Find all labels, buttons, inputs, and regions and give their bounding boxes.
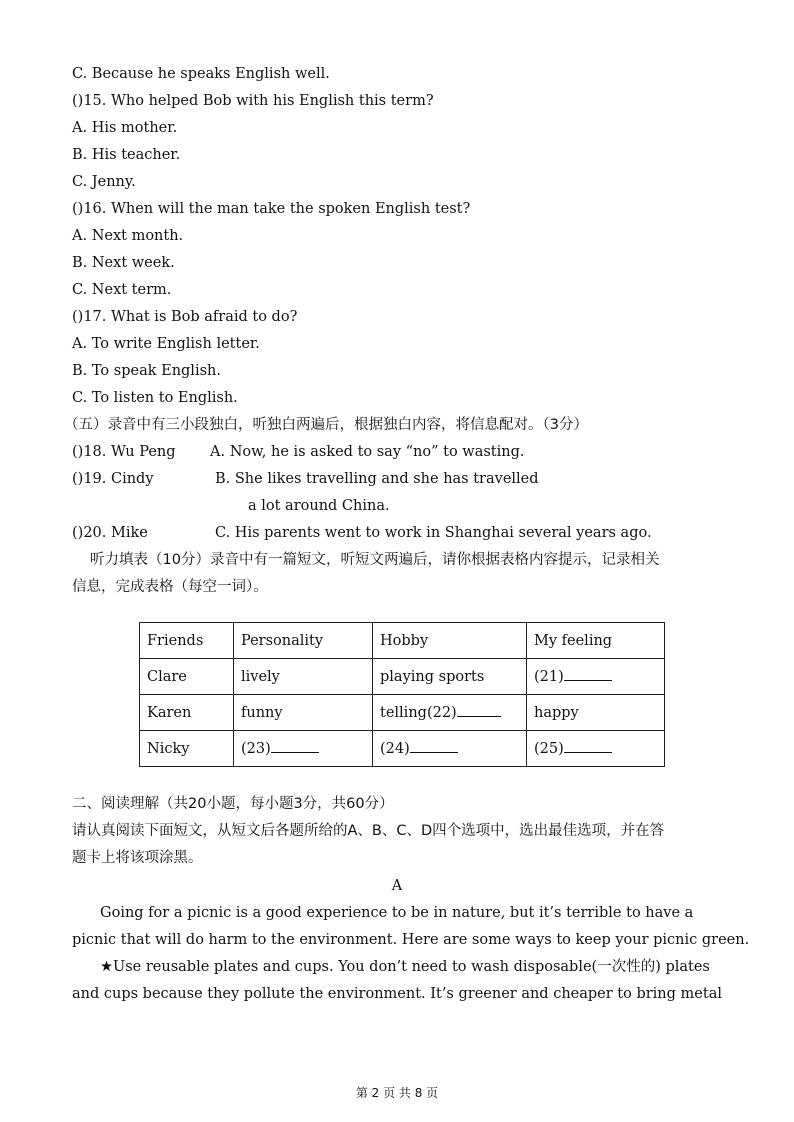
passage-paragraph-1-cont: picnic that will do harm to the environment. Here are some ways to keep your picnic green.: [72, 932, 750, 948]
passage-tip-1: ★Use reusable plates and cups. You don’t need to wash disposable(一次性的) plates: [100, 959, 710, 975]
answer-blank[interactable]: [410, 740, 458, 753]
answer-blank[interactable]: [271, 740, 319, 753]
table-cell-blank-23[interactable]: [234, 731, 373, 767]
section-2-heading: 二、阅读理解（共20小题，每小题3分，共60分）: [72, 796, 394, 812]
table-instructions: 听力填表（10分）录音中有一篇短文，听短文两遍后，请你根据表格内容提示，记录相关: [90, 552, 660, 568]
table-cell: lively: [234, 659, 373, 695]
match-option-a: A. Now, he is asked to say “no” to wasting.: [210, 444, 525, 460]
blank-label: (21): [534, 669, 564, 685]
question-16: ()16. When will the man take the spoken English test?: [72, 201, 471, 217]
option-a-q15: A. His mother.: [72, 120, 178, 136]
table-cell: playing sports: [373, 659, 527, 695]
table-cell-blank-25[interactable]: [527, 731, 665, 767]
blank-label: (23): [241, 741, 271, 757]
table-cell: funny: [234, 695, 373, 731]
table-cell: happy: [527, 695, 665, 731]
table-cell: Nicky: [140, 731, 234, 767]
blank-label: (25): [534, 741, 564, 757]
blank-label: (24): [380, 741, 410, 757]
option-c-q15: C. Jenny.: [72, 174, 136, 190]
blank-label: telling(22): [380, 705, 457, 721]
answer-blank[interactable]: [457, 704, 501, 717]
table-instructions-cont: 信息，完成表格（每空一词）。: [72, 579, 268, 595]
table-header-cell: Personality: [234, 623, 373, 659]
option-a-q16: A. Next month.: [72, 228, 184, 244]
table-cell: Karen: [140, 695, 234, 731]
option-c-q14: C. Because he speaks English well.: [72, 66, 330, 82]
question-20: ()20. Mike: [72, 525, 148, 541]
option-b-q15: B. His teacher.: [72, 147, 181, 163]
passage-paragraph-1: Going for a picnic is a good experience to be in nature, but it’s terrible to have a: [100, 905, 694, 921]
question-19: ()19. Cindy: [72, 471, 154, 487]
option-b-q17: B. To speak English.: [72, 363, 221, 379]
table-cell-blank-24[interactable]: [373, 731, 527, 767]
question-15: ()15. Who helped Bob with his English this term?: [72, 93, 434, 109]
table-header-row: [140, 623, 665, 659]
section-5-instructions: （五）录音中有三小段独白，听独白两遍后，根据独白内容，将信息配对。（3分）: [64, 417, 588, 433]
option-c-q16: C. Next term.: [72, 282, 172, 298]
reading-instructions-cont: 题卡上将该项涂黑。: [72, 850, 203, 866]
table-row: [140, 659, 665, 695]
option-c-q17: C. To listen to English.: [72, 390, 238, 406]
match-option-b: B. She likes travelling and she has travelled: [215, 471, 539, 487]
option-b-q16: B. Next week.: [72, 255, 175, 271]
question-18: ()18. Wu Peng: [72, 444, 176, 460]
table-row: [140, 731, 665, 767]
match-option-b-cont: a lot around China.: [248, 498, 390, 514]
answer-blank[interactable]: [564, 740, 612, 753]
table-row: [140, 695, 665, 731]
table-header-cell: Friends: [140, 623, 234, 659]
table-header-cell: Hobby: [373, 623, 527, 659]
passage-title: A: [391, 878, 403, 894]
reading-instructions: 请认真阅读下面短文，从短文后各题所给的A、B、C、D四个选项中，选出最佳选项，并在答: [72, 823, 665, 839]
match-option-c: C. His parents went to work in Shanghai several years ago.: [215, 525, 652, 541]
fill-in-table: [139, 622, 665, 767]
table-cell: Clare: [140, 659, 234, 695]
table-cell-blank-21[interactable]: [527, 659, 665, 695]
table-cell-blank-22[interactable]: [373, 695, 527, 731]
option-a-q17: A. To write English letter.: [72, 336, 260, 352]
question-17: ()17. What is Bob afraid to do?: [72, 309, 298, 325]
passage-tip-1-cont: and cups because they pollute the environment. It’s greener and cheaper to bring metal: [72, 986, 722, 1002]
table-header-cell: My feeling: [527, 623, 665, 659]
page-footer: 第 2 页 共 8 页: [355, 1086, 439, 1100]
answer-blank[interactable]: [564, 668, 612, 681]
